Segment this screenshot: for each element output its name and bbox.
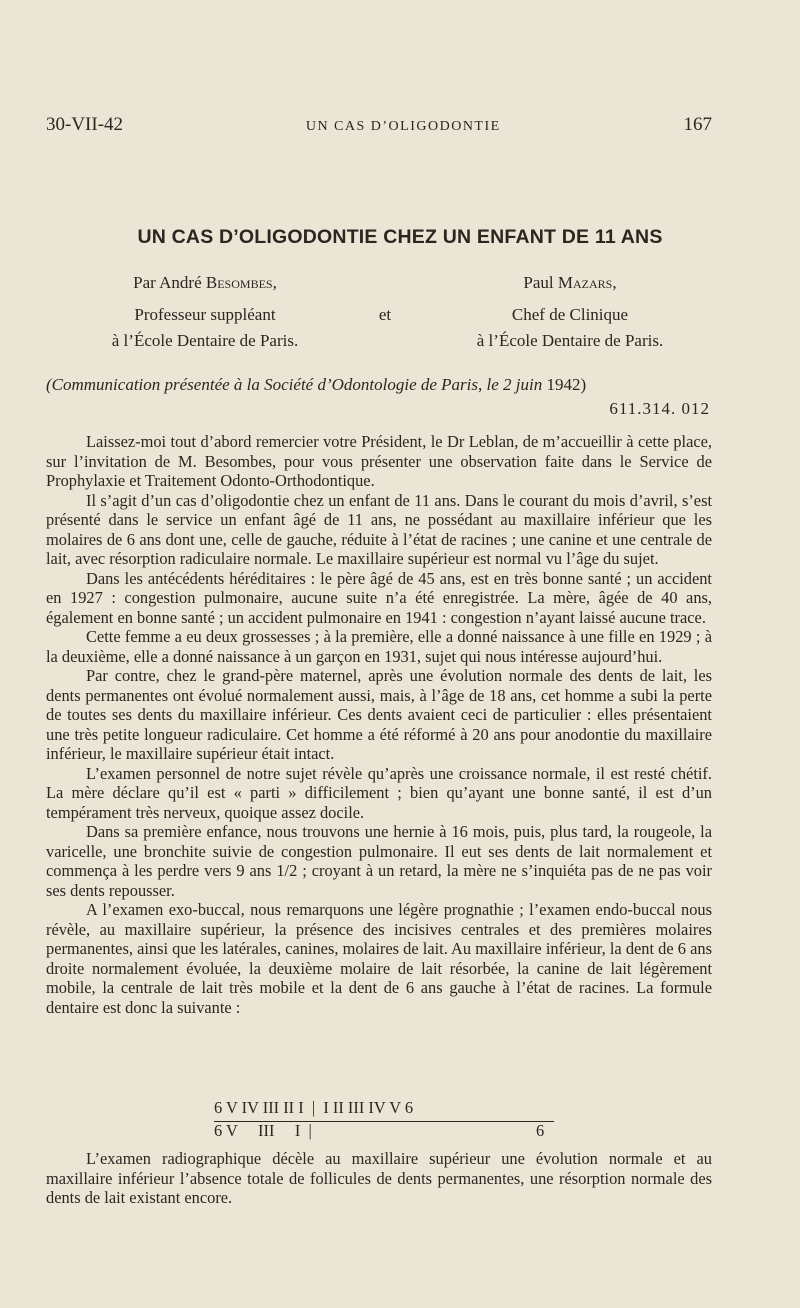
paragraph: L’examen personnel de notre sujet révèle qu’après une croissance normale, il est resté chétif. La mère déclare qu’il est « parti » difficilement ; bien qu’ayant une bonne santé, il est d’un tempérament très nerveux, quoique assez docile. xyxy=(46,763,712,822)
author-conjunction: et xyxy=(378,305,392,324)
author-names-row xyxy=(70,270,710,296)
paragraph: Il s’agit d’un cas d’oligodontie chez un enfant de 11 ans. Dans le courant du mois d’avril, s’est présenté dans le service un enfant âgé de 11 ans, ne possédant au maxillaire inférieur que les molaires de 6 ans dont une, celle de gauche, réduite à l’état de racines ; une canine et une centrale de lait, avec résorption radiculaire normale. Le maxillaire supérieur est normal vu l’âge du sujet. xyxy=(46,490,712,568)
formula-lower-jaw: 6 V III I | xyxy=(214,1121,312,1140)
author-mazars-name: Paul Mazars, xyxy=(523,273,617,292)
author-besombes-institution: à l’École Dentaire de Paris. xyxy=(111,331,299,350)
page-number: 167 xyxy=(683,114,712,135)
article-body xyxy=(46,432,712,1017)
author-institutions-row xyxy=(70,328,710,354)
paragraph: Dans sa première enfance, nous trouvons une hernie à 16 mois, puis, plus tard, la rougeole, la varicelle, une bronchite suivie de congestion pulmonaire. Il eut ses dents de lait normalement et commença à les perdre vers 9 ans 1/2 ; croyant à un retard, la mère ne s’inquiéta pas de ne pas voir ses dents repousser. xyxy=(46,822,712,900)
paragraph: Par contre, chez le grand-père maternel, après une évolution normale des dents de lait, les dents permanentes ont évolué normalement aussi, mais, à l’âge de 18 ans, cet homme a subi la perte de toutes ses dents du maxillaire inférieur. Ces dents avaient ceci de particulier : elles présentaient une très petite longueur radiculaire. Cet homme a été réformé à 20 ans pour anodontie du maxillaire inférieur, le maxillaire supérieur était intact. xyxy=(46,666,712,763)
formula-lower-jaw-right: 6 xyxy=(536,1121,545,1140)
paragraph: Laissez-moi tout d’abord remercier votre Président, le Dr Leblan, de m’accueillir à cette place, sur l’invitation de M. Besombes, pour vous présenter une observation faite dans le Service de Prophylaxie et Traitement Odonto-Orthodontique. xyxy=(46,432,712,490)
formula-upper-jaw: 6 V IV III II I | I II III IV V 6 xyxy=(214,1098,414,1117)
paragraph: L’examen radiographique décèle au maxillaire supérieur une évolution normale et au maxillaire inférieur l’absence totale de follicules de dents permanentes, une résorption normale des dents de lait existant encore. xyxy=(46,1149,712,1207)
article-body-continued xyxy=(46,1149,712,1208)
author-mazars-role: Chef de Clinique xyxy=(511,305,629,324)
author-besombes-role: Professeur suppléant xyxy=(134,305,276,324)
author-mazars-institution: à l’École Dentaire de Paris. xyxy=(476,331,664,350)
running-title: UN CAS D’OLIGODONTIE xyxy=(305,119,501,134)
communication-note: (Communication présentée à la Société d’Odontologie de Paris, le 2 juin 1942) xyxy=(46,375,587,394)
author-besombes-name: Par André Besombes, xyxy=(133,273,277,292)
paragraph: Cette femme a eu deux grossesses ; à la première, elle a donné naissance à une fille en 1929 ; à la deuxième, elle a donné naissance à un garçon en 1931, sujet qui nous intéresse aujourd’hui. xyxy=(46,627,712,666)
classification-code: 611.314. 012 xyxy=(609,399,710,418)
author-block xyxy=(70,270,710,354)
paragraph: A l’examen exo-buccal, nous remarquons une légère prognathie ; l’examen endo-buccal nous révèle, au maxillaire supérieur, la présence des incisives centrales et des premières molaires permanentes, ainsi que les latérales, canines, molaires de lait. Au maxillaire inférieur, la dent de 6 ans droite normalement évoluée, la deuxième molaire de lait résorbée, la canine de lait légèrement mobile, la centrale de lait très mobile et la dent de 6 ans gauche à l’état de racines. La formule dentaire est donc la suivante : xyxy=(46,900,712,1017)
issue-date: 30-VII-42 xyxy=(46,114,124,135)
running-head xyxy=(46,114,712,136)
author-roles-row xyxy=(70,302,710,328)
article-title: UN CAS D’OLIGODONTIE CHEZ UN ENFANT DE 11 ANS xyxy=(137,226,663,248)
paragraph: Dans les antécédents héréditaires : le père âgé de 45 ans, est en très bonne santé ; un accident en 1927 : congestion pulmonaire, aucune suite n’a été enregistrée. La mère, âgée de 40 ans, également en bonne santé ; un accident pulmonaire en 1941 : congestion n’ayant laissé aucune trace. xyxy=(46,568,712,627)
